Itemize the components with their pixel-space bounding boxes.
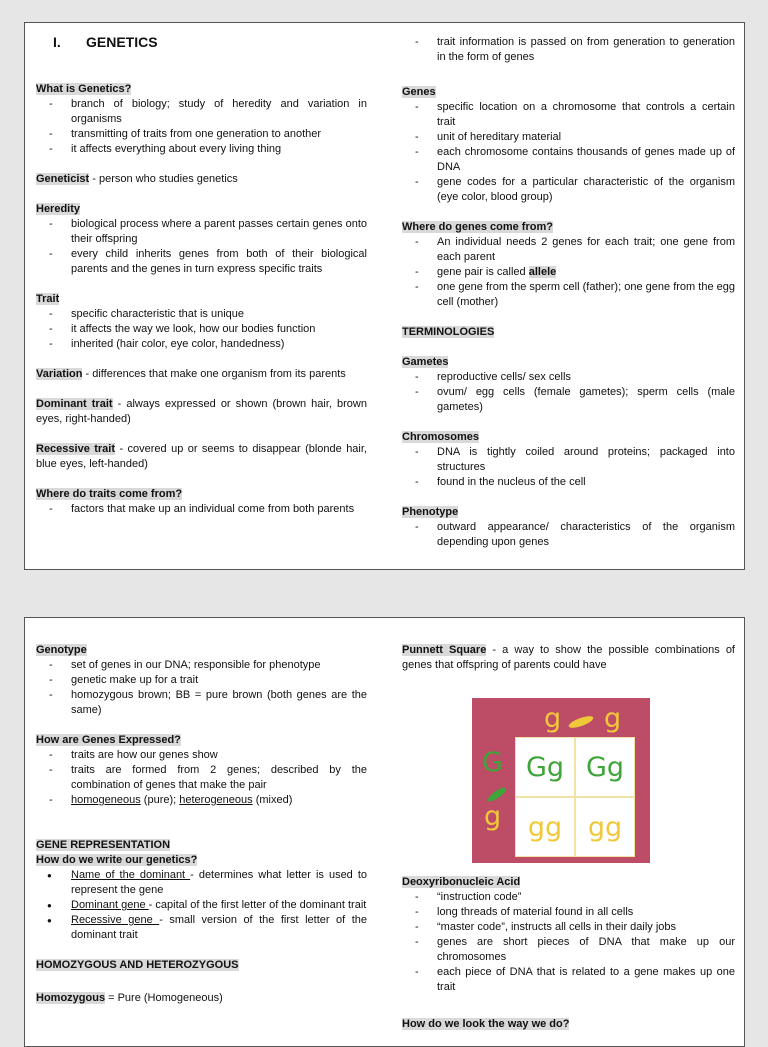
genes-section: Genes - specific location on a chromosome that controls a certain trait - unit of hereditary material - each chromosome contains thousands of genes made up of DNA - gene codes for a particular characteristic of the organism (eye color, blood group) <box>402 85 735 205</box>
top-allele-2: g <box>604 703 622 734</box>
dominant-trait-definition: Dominant trait - always expressed or shown (brown hair, brown eyes, right-handed) <box>36 398 367 425</box>
side-allele-1: G <box>482 747 503 778</box>
chapter-title: I. GENETICS <box>53 34 158 50</box>
homozygous-heterozygous-heading: HOMOZYGOUS AND HETEROZYGOUS <box>36 959 239 971</box>
list-item: - branch of biology; study of heredity and variation in organisms <box>36 97 367 127</box>
list-item: - set of genes in our DNA; responsible for phenotype <box>36 658 367 673</box>
list-item: - ovum/ egg cells (female gametes); sperm cells (male gametes) <box>402 385 735 415</box>
punnett-square-definition: Punnett Square - a way to show the possible combinations of genes that offspring of parents could have <box>402 644 735 671</box>
list-item: - found in the nucleus of the cell <box>402 475 735 490</box>
list-item: ● Recessive gene - small version of the first letter of the dominant trait <box>36 913 367 943</box>
heredity-section: Heredity - biological process where a parent passes certain genes onto their offspring - every child inherits genes from both of their biological parents and the genes in turn express specific traits <box>36 202 367 277</box>
list-item: - genetic make up for a trait <box>36 673 367 688</box>
page-two-left-column <box>36 643 367 1021</box>
list-item: - An individual needs 2 genes for each trait; one gene from each parent <box>402 235 735 265</box>
gene-representation-section: GENE REPRESENTATION How do we write our genetics? ● Name of the dominant - determines what letter is used to represent the gene ● Dominant gene - capital of the first letter of the dominant trait ● Recessive gene - small version of the first letter of the dominant trait <box>36 838 367 943</box>
list-item: - long threads of material found in all cells <box>402 905 735 920</box>
recessive-trait-definition: Recessive trait - covered up or seems to disappear (blonde hair, blue eyes, left-handed) <box>36 443 367 470</box>
continued-trait-section <box>402 35 735 65</box>
list-item: - factors that make up an individual come from both parents <box>36 502 367 517</box>
list-item: - specific location on a chromosome that controls a certain trait <box>402 100 735 130</box>
page-one-left-column <box>36 23 367 532</box>
genes-expressed-section: How are Genes Expressed? - traits are how our genes show - traits are formed from 2 genes; described by the combination of genes that make the pair - homogeneous (pure); heterogeneous (mixed) <box>36 733 367 808</box>
what-is-genetics-section: What is Genetics? - branch of biology; study of heredity and variation in organisms - transmitting of traits from one generation to another - it affects everything about every living thing <box>36 82 367 157</box>
phenotype-section: Phenotype - outward appearance/ characteristics of the organism depending upon genes <box>402 505 735 550</box>
page-one <box>24 22 745 570</box>
trait-section: Trait - specific characteristic that is unique - it affects the way we look, how our bodies function - inherited (hair color, eye color, handedness) <box>36 292 367 352</box>
terminologies-heading: TERMINOLOGIES <box>402 326 495 338</box>
punnett-square-image <box>472 698 650 863</box>
list-item: - outward appearance/ characteristics of the organism depending upon genes <box>402 520 735 550</box>
list-item: - every child inherits genes from both of their biological parents and the genes in turn express specific traits <box>36 247 367 277</box>
page-two-right-column <box>402 643 735 1032</box>
dna-section: Deoxyribonucleic Acid - “instruction code” - long threads of material found in all cells - “master code”, instructs all cells in their daily jobs - genes are short pieces of DNA that make up our chromosomes - each piece of DNA that is related to a gene makes up one trait <box>402 875 735 995</box>
page-two <box>24 617 745 1047</box>
list-item: - “instruction code” <box>402 890 735 905</box>
list-item: ● Dominant gene - capital of the first letter of the dominant trait <box>36 898 367 913</box>
chromosomes-section: Chromosomes - DNA is tightly coiled around proteins; packaged into structures - found in the nucleus of the cell <box>402 430 735 490</box>
list-item: - homogeneous (pure); heterogeneous (mixed) <box>36 793 367 808</box>
list-item: - reproductive cells/ sex cells <box>402 370 735 385</box>
how-we-look-heading: How do we look the way we do? <box>402 1018 570 1030</box>
list-item: - traits are formed from 2 genes; described by the combination of genes that make the pair <box>36 763 367 793</box>
punnett-cell: Gg <box>575 737 635 797</box>
list-item: - DNA is tightly coiled around proteins; packaged into structures <box>402 445 735 475</box>
punnett-cell: gg <box>575 797 635 857</box>
list-item: - unit of hereditary material <box>402 130 735 145</box>
list-item: - specific characteristic that is unique <box>36 307 367 322</box>
list-item: - one gene from the sperm cell (father); one gene from the egg cell (mother) <box>402 280 735 310</box>
list-item: - trait information is passed on from generation to generation in the form of genes <box>402 35 735 65</box>
list-item: - it affects the way we look, how our bodies function <box>36 322 367 337</box>
genotype-section: Genotype - set of genes in our DNA; responsible for phenotype - genetic make up for a trait - homozygous brown; BB = pure brown (both genes are the same) <box>36 643 367 718</box>
list-item: - traits are how our genes show <box>36 748 367 763</box>
yellow-leaf-icon <box>567 714 594 730</box>
list-item: - each piece of DNA that is related to a gene makes up one trait <box>402 965 735 995</box>
homozygous-definition: Homozygous = Pure (Homogeneous) <box>36 992 223 1004</box>
where-genes-section: Where do genes come from? - An individual needs 2 genes for each trait; one gene from each parent - gene pair is called allele - one gene from the sperm cell (father); one gene from the egg cell (mother) <box>402 220 735 310</box>
list-item: - it affects everything about every living thing <box>36 142 367 157</box>
where-traits-section: Where do traits come from? - factors that make up an individual come from both parents <box>36 487 367 517</box>
side-allele-2: g <box>484 801 502 832</box>
list-item: - genes are short pieces of DNA that make up our chromosomes <box>402 935 735 965</box>
list-item: - gene codes for a particular characteristic of the organism (eye color, blood group) <box>402 175 735 205</box>
geneticist-definition: Geneticist - person who studies genetics <box>36 173 238 185</box>
variation-definition: Variation - differences that make one organism from its parents <box>36 368 346 380</box>
top-allele-1: g <box>544 703 562 734</box>
list-item: - gene pair is called allele <box>402 265 735 280</box>
list-item: - biological process where a parent passes certain genes onto their offspring <box>36 217 367 247</box>
list-item: - homozygous brown; BB = pure brown (both genes are the same) <box>36 688 367 718</box>
list-item: - inherited (hair color, eye color, handedness) <box>36 337 367 352</box>
list-item: - transmitting of traits from one generation to another <box>36 127 367 142</box>
list-item: ● Name of the dominant - determines what letter is used to represent the gene <box>36 868 367 898</box>
list-item: - each chromosome contains thousands of genes made up of DNA <box>402 145 735 175</box>
list-item: - “master code”, instructs all cells in their daily jobs <box>402 920 735 935</box>
punnett-cell: gg <box>515 797 575 857</box>
gametes-section: Gametes - reproductive cells/ sex cells - ovum/ egg cells (female gametes); sperm cells (male gametes) <box>402 355 735 415</box>
punnett-cell: Gg <box>515 737 575 797</box>
page-one-right-column <box>402 35 735 565</box>
